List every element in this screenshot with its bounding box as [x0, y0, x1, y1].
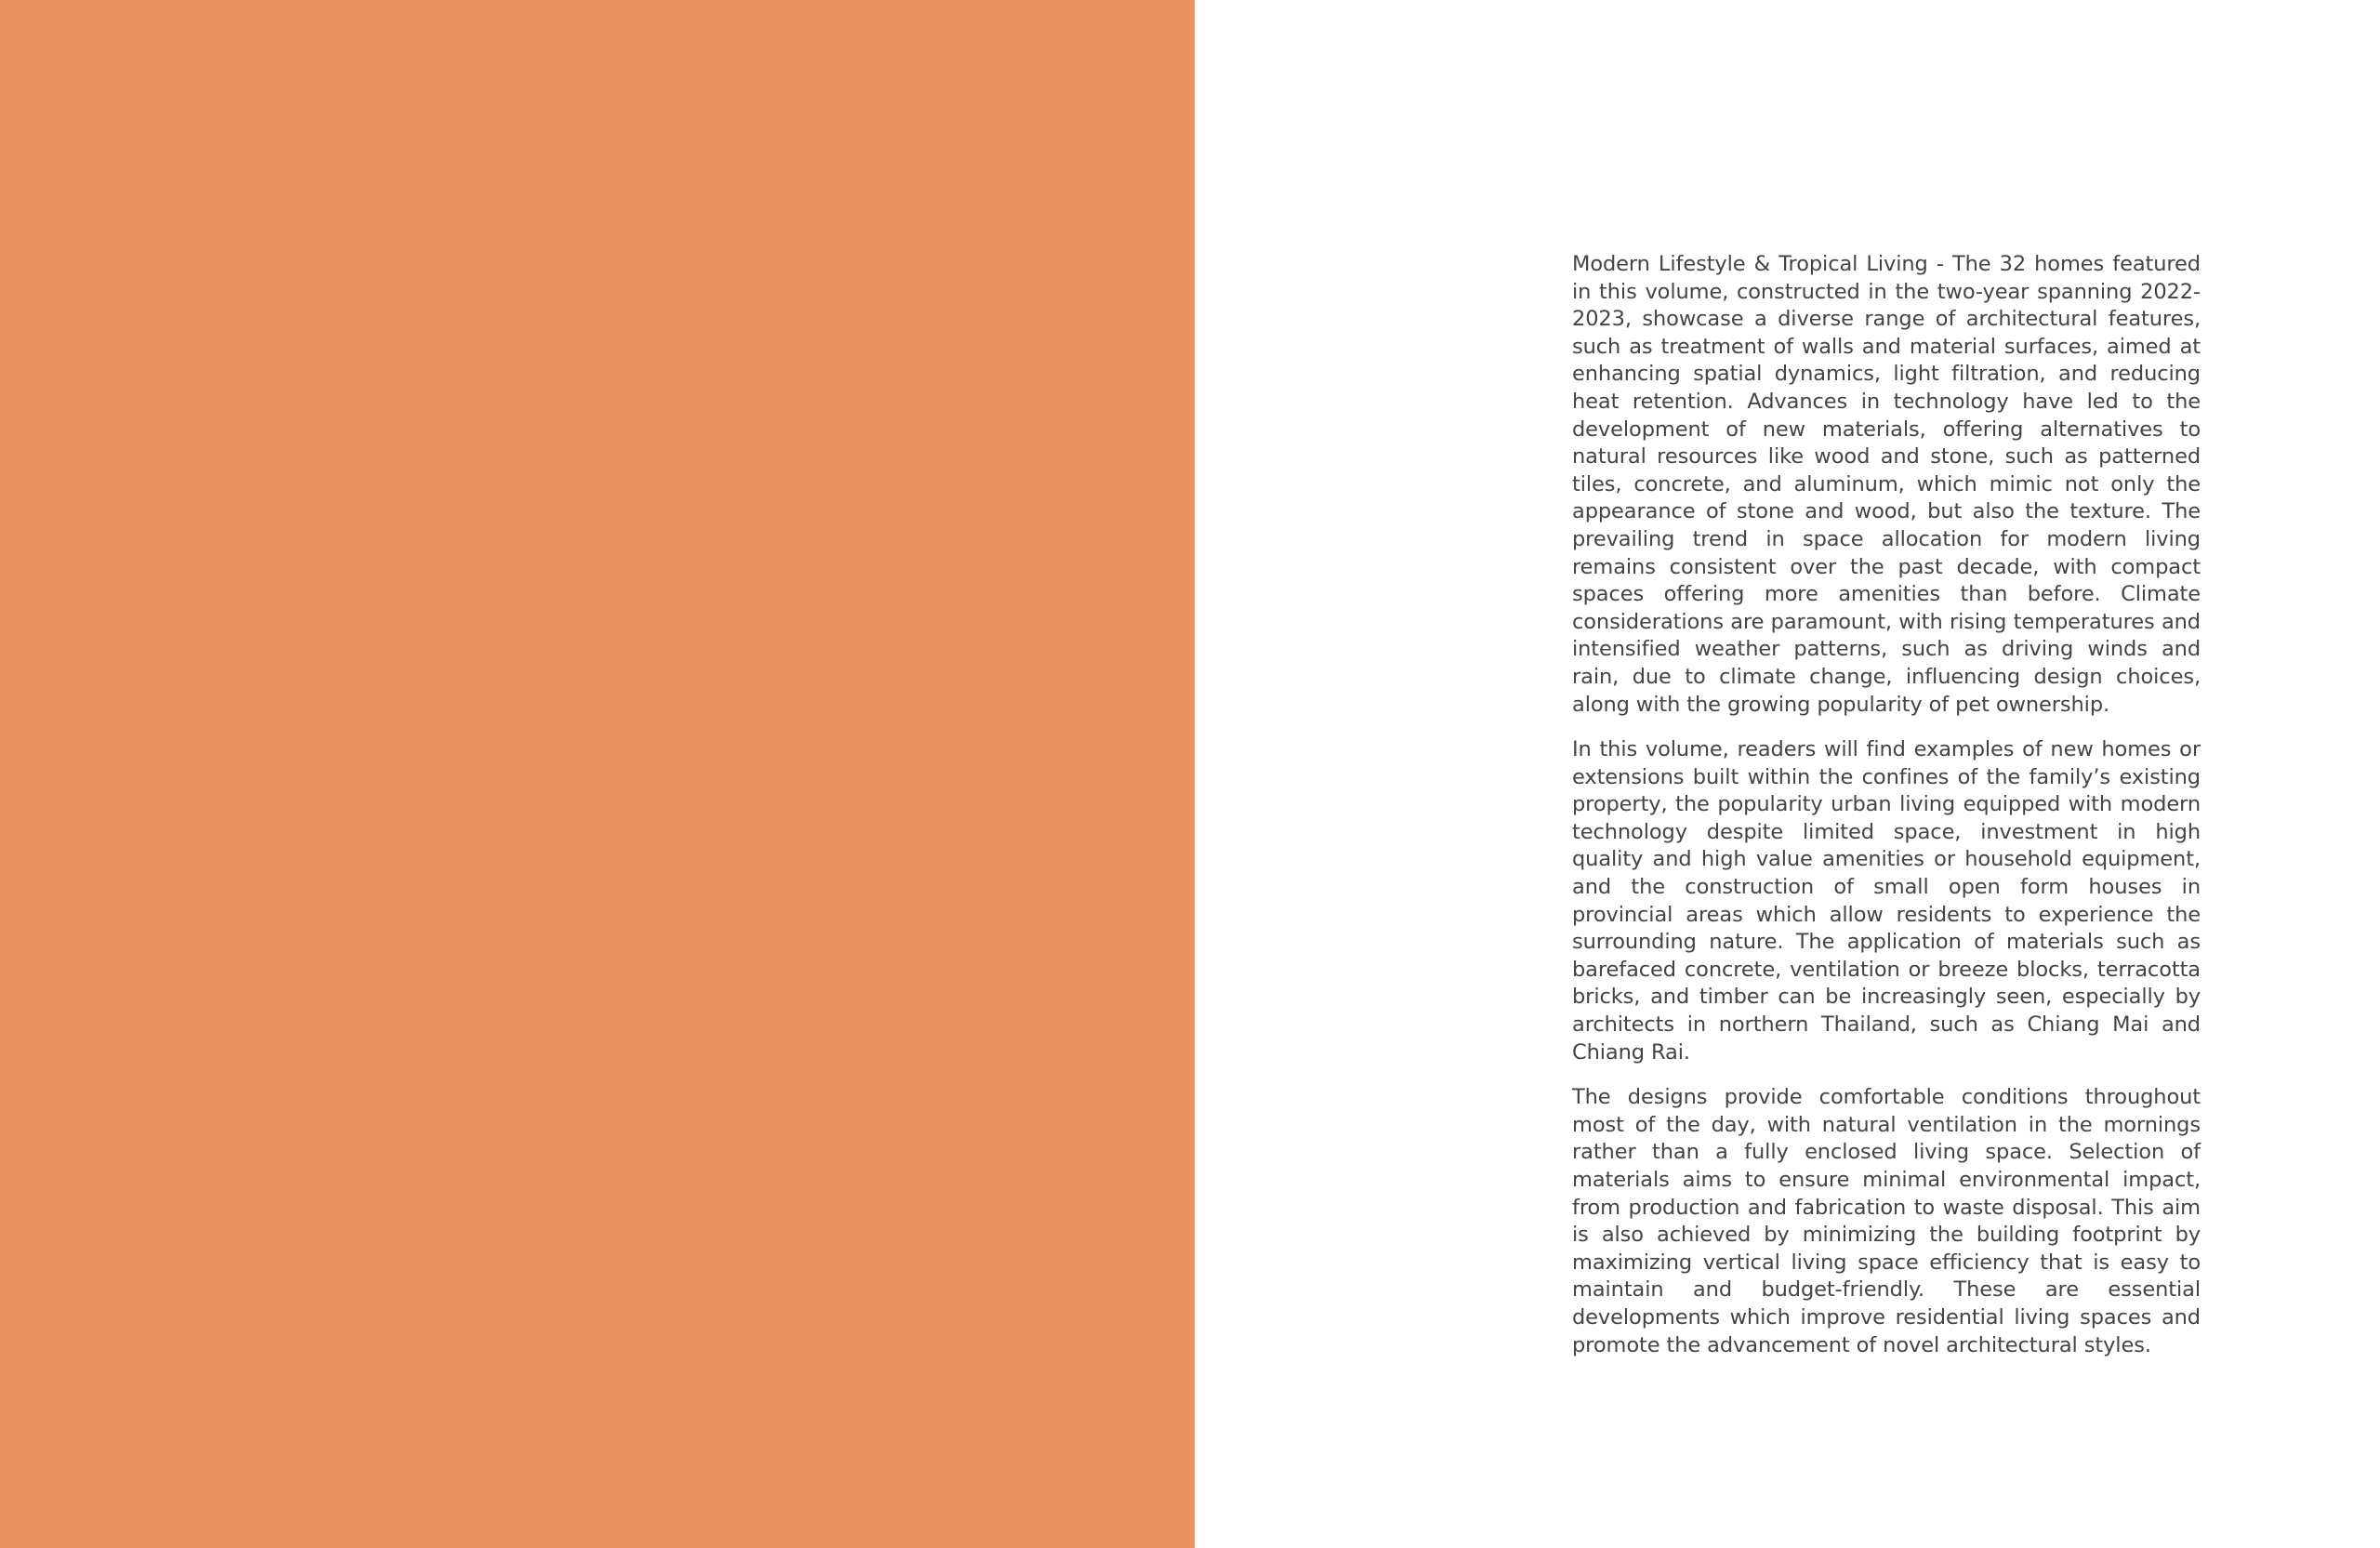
right-page [1195, 0, 2380, 1548]
paragraph-designs: The designs provide comfortable conditions throughout most of the day, with natural ventilation in the mornings rather than a fully enclosed living space. Selection of materials aims to ensure minimal environmental impact, from production and fabrication to waste disposal. This aim is also achieved by minimizing the building footprint by maximizing vertical living space efficiency that is easy to maintain and budget-friendly. These are essential developments which improve residential living spaces and promote the advancement of novel architectural styles. [1572, 1085, 2201, 1357]
body-text-column [1572, 251, 2201, 1377]
paragraph-examples: In this volume, readers will find examples of new homes or extensions built within the confines of the family’s existing property, the popularity urban living equipped with modern technology despite limited space, investment in high quality and high value amenities or household equipment, and the construction of small open form houses in provincial areas which allow residents to experience the surrounding nature. The application of materials such as barefaced concrete, ventilation or breeze blocks, terracotta bricks, and timber can be increasingly seen, especially by architects in northern Thailand, such as Chiang Mai and Chiang Rai. [1572, 737, 2201, 1065]
paragraph-intro: Modern Lifestyle & Tropical Living - The 32 homes featured in this volume, constructed in the two-year spanning 2022-2023, showcase a diverse range of architectural features, such as treatment of walls and material surfaces, aimed at enhancing spatial dynamics, light filtration, and reducing heat retention. Advances in technology have led to the development of new materials, offering alternatives to natural resources like wood and stone, such as patterned tiles, concrete, and aluminum, which mimic not only the appearance of stone and wood, but also the texture. The prevailing trend in space allocation for modern living remains consistent over the past decade, with compact spaces offering more amenities than before. Climate considerations are paramount, with rising temperatures and intensified weather patterns, such as driving winds and rain, due to climate change, influencing design choices, along with the growing popularity of pet ownership. [1572, 252, 2201, 717]
